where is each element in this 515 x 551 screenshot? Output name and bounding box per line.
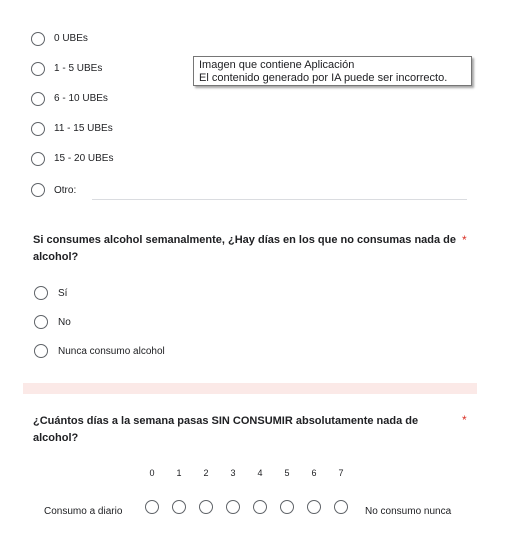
scale-number: 7: [338, 468, 344, 478]
scale-radio-3[interactable]: [226, 500, 240, 514]
option-label: 6 - 10 UBEs: [54, 93, 108, 104]
option-label: Otro:: [54, 185, 77, 196]
radio-button[interactable]: [34, 344, 48, 358]
radio-button[interactable]: [34, 315, 48, 329]
required-asterisk: *: [462, 413, 467, 427]
scale-radio-0[interactable]: [145, 500, 159, 514]
q2-title-line: alcohol?: [33, 251, 79, 263]
radio-button[interactable]: [34, 286, 48, 300]
scale-right-label: No consumo nunca: [365, 506, 452, 517]
radio-button[interactable]: [31, 62, 45, 76]
scale-radio-7[interactable]: [334, 500, 348, 514]
scale-radio-4[interactable]: [253, 500, 267, 514]
q3-title-line: ¿Cuántos días a la semana pasas SIN CONSUMIR absolutamente nada de: [33, 415, 419, 427]
section-divider: [23, 383, 477, 394]
q2-title-line: Si consumes alcohol semanalmente, ¿Hay días en los que no consumas nada de: [33, 234, 457, 246]
radio-button[interactable]: [31, 183, 45, 197]
scale-number: 1: [176, 468, 182, 478]
required-asterisk: *: [462, 233, 467, 247]
radio-button[interactable]: [31, 122, 45, 136]
scale-number: 0: [149, 468, 155, 478]
scale-number: 2: [203, 468, 209, 478]
option-label: 11 - 15 UBEs: [54, 123, 113, 134]
radio-button[interactable]: [31, 32, 45, 46]
scale-radio-2[interactable]: [199, 500, 213, 514]
option-label: 15 - 20 UBEs: [54, 153, 114, 164]
other-text-input[interactable]: [92, 199, 467, 200]
option-label: Sí: [58, 288, 68, 299]
scale-number: 4: [257, 468, 263, 478]
option-label: 0 UBEs: [54, 33, 88, 44]
tooltip-line: Imagen que contiene Aplicación: [199, 59, 355, 71]
scale-number: 6: [311, 468, 317, 478]
option-label: Nunca consumo alcohol: [58, 346, 165, 357]
q3-title-line: alcohol?: [33, 432, 79, 444]
radio-button[interactable]: [31, 152, 45, 166]
scale-number: 3: [230, 468, 236, 478]
scale-left-label: Consumo a diario: [44, 506, 123, 517]
option-label: 1 - 5 UBEs: [54, 63, 103, 74]
option-label: No: [58, 317, 71, 328]
tooltip-line: El contenido generado por IA puede ser incorrecto.: [199, 72, 448, 84]
scale-radio-1[interactable]: [172, 500, 186, 514]
radio-button[interactable]: [31, 92, 45, 106]
scale-radio-6[interactable]: [307, 500, 321, 514]
scale-number: 5: [284, 468, 290, 478]
alt-text-tooltip: [193, 56, 472, 86]
q2-title: [33, 232, 456, 266]
scale-radio-5[interactable]: [280, 500, 294, 514]
q3-title: [33, 413, 418, 447]
